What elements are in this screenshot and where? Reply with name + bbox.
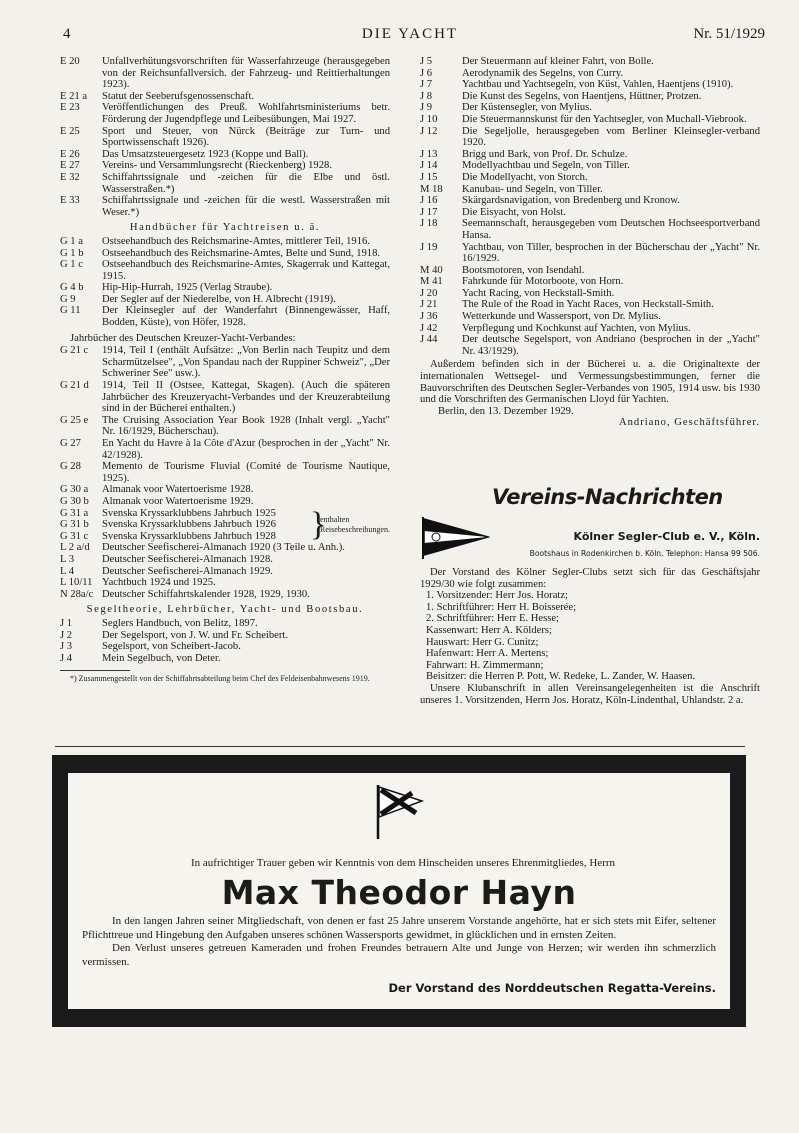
entry-code: L 2 a/d: [60, 542, 90, 554]
library-entry: [60, 566, 390, 578]
entry-text: Deutscher Seefischerei-Almanach 1920 (3 Teile u. Anh.).: [102, 542, 345, 554]
entry-code: G 27: [60, 438, 81, 449]
entry-code: G 30 b: [60, 495, 89, 507]
club-intro: Der Vorstand des Kölner Segler-Clubs setzt sich für das Geschäftsjahr 1929/30 wie folgt zusammen:: [420, 567, 760, 590]
entry-text: Der Segelsport, von J. W. und Fr. Scheibert.: [102, 629, 288, 641]
entry-text: Bootsmotoren, von Isendahl.: [462, 264, 585, 276]
library-entry: [60, 589, 390, 601]
board-member: Beisitzer: die Herren P. Pott, W. Redeke, L. Zander, W. Haasen.: [426, 671, 696, 683]
entry-code: G 30 a: [60, 484, 89, 496]
entry-code: M 18: [420, 183, 443, 195]
entry-text: Yachtbuch 1924 und 1925.: [102, 577, 216, 589]
entry-text: Ostseehandbuch des Reichsmarine-Amtes, Skagerrak und Kattegat, 1915.: [102, 259, 390, 282]
entry-text: Kanubau- und Segeln, von Tiller.: [462, 183, 603, 195]
entry-text: Unfallverhütungsvorschriften für Wasserfahrzeuge (herausgegeben von der Reichsunfallversich. der Fahrzeug- und Reittierhaltungen 1923).: [102, 56, 390, 91]
library-entry: [60, 554, 390, 566]
library-list-e: [60, 56, 390, 218]
library-list-j: [60, 618, 390, 664]
entry-code: J 4: [60, 652, 73, 664]
entry-text: Die Modellyacht, von Storch.: [462, 171, 588, 183]
entry-text: Statut der Seeberufsgenossenschaft.: [102, 90, 255, 102]
entry-code: J 9: [420, 102, 433, 114]
library-list-g-jahrbuecher: [60, 345, 390, 507]
library-entry: [60, 126, 390, 149]
library-entry: [420, 91, 760, 103]
library-entry: [60, 641, 390, 653]
entry-code: G 28: [60, 461, 81, 473]
library-entry: [60, 577, 390, 589]
club-pennant-icon: [420, 515, 490, 561]
entry-code: J 12: [420, 125, 438, 137]
entry-text: Schiffahrtssignale und -zeichen für die Elbe und östl. Wasserstraßen.*): [102, 171, 390, 195]
library-entry: [420, 172, 760, 184]
entry-code: E 27: [60, 160, 80, 172]
section-heading-handbuecher: Handbücher für Yachtreisen u. ä.: [129, 222, 321, 234]
entry-text: Schiffahrtssignale und -zeichen für die westl. Wasserstraßen mit Weser.*): [102, 195, 390, 218]
entry-text: Modellyachtbau und Segeln, von Tiller.: [462, 160, 630, 172]
closing-paragraph: Außerdem befinden sich in der Bücherei u. a. die Originaltexte der internationalen Wettsegel- und Vermessungsbestimmungen, ferner die Bauvorschriften des Deutschen Segler-Verbandes von 1905, 1914 usw. bis 1930 und die Vorschriften des Germanischen Lloyd für Yachten.: [420, 359, 760, 406]
library-entry: [60, 508, 308, 520]
entry-text: Ostseehandbuch des Reichsmarine-Amtes, mittlerer Teil, 1916.: [102, 235, 370, 247]
library-entry: [60, 531, 308, 543]
svenska-group: [60, 505, 390, 543]
entry-text: En Yacht du Havre à la Côte d'Azur (besprochen in der „Yacht" Nr. 42/1928).: [102, 438, 390, 461]
section-divider: [55, 746, 745, 747]
entry-text: Der Segler auf der Niederelbe, von H. Albrecht (1919).: [102, 293, 336, 305]
board-list: [420, 590, 760, 683]
library-entry: [420, 265, 760, 277]
page-header: [55, 26, 765, 46]
entry-code: J 20: [420, 287, 438, 299]
board-member: Hafenwart: Herr A. Mertens;: [426, 648, 549, 660]
library-entry: [60, 172, 390, 195]
footnote: *) Zusammengestellt von der Schiffahrtsabteilung beim Chef des Feldeisenbahnwesens 1919.: [70, 674, 370, 684]
library-entry: [420, 149, 760, 161]
vereins-nachrichten-heading: Vereins-Nachrichten: [492, 485, 723, 509]
entry-text: Der Steuermann auf kleiner Fahrt, von Bolle.: [462, 56, 654, 67]
entry-text: Deutscher Schiffahrtskalender 1928, 1929, 1930.: [102, 588, 310, 600]
entry-code: G 4 b: [60, 282, 84, 294]
entry-text: Ostseehandbuch des Reichsmarine-Amtes, Belte und Sund, 1918.: [102, 247, 381, 259]
library-entry: [420, 207, 760, 219]
club-name: Kölner Segler-Club e. V., Köln.: [573, 530, 760, 543]
entry-text: Memento de Tourisme Fluvial (Comité de Tourisme Nautique, 1925).: [102, 461, 390, 484]
section-heading-segeltheorie: Segeltheorie, Lehrbücher, Yacht- und Bootsbau.: [86, 604, 364, 616]
entry-code: J 5: [420, 56, 433, 67]
library-entry: [420, 56, 760, 68]
entry-code: G 25 e: [60, 414, 89, 426]
entry-code: L 4: [60, 565, 75, 577]
entry-code: G 31 a: [60, 507, 89, 519]
obituary-signature: Der Vorstand des Norddeutschen Regatta-Vereins.: [388, 981, 716, 995]
library-entry: [420, 102, 760, 114]
library-entry: [60, 438, 390, 461]
magazine-title: DIE YACHT: [361, 26, 459, 42]
obituary-paragraph-1: In den langen Jahren seiner Mitgliedschaft, von denen er fast 25 Jahre unserem Vorstande angehörte, hat er sich stets mit Eifer, seltener Pflichttreue und Hingebung den Aufgaben unseres schönen Wassersports gewidmet, in glücklichen und in ernsten Zeiten.: [82, 915, 716, 941]
club-text: [420, 567, 760, 706]
footnote-divider: [60, 670, 130, 671]
entry-code: J 17: [420, 206, 438, 218]
entry-text: Yacht Racing, von Heckstall-Smith.: [462, 287, 615, 299]
library-entry: [60, 195, 390, 218]
library-entry: [420, 184, 760, 196]
entry-text: The Rule of the Road in Yacht Races, von Heckstall-Smith.: [462, 299, 714, 311]
entry-code: E 33: [60, 195, 80, 207]
library-entry: [60, 519, 308, 531]
library-entry: [60, 236, 390, 248]
obituary-body: [82, 915, 716, 969]
library-entry: [60, 294, 390, 306]
entry-code: J 36: [420, 311, 438, 323]
entry-text: Die Steuermannskunst für den Yachtsegler, von Muchall-Viebrook.: [462, 113, 747, 125]
entry-code: J 44: [420, 334, 438, 346]
library-list-l: [60, 542, 390, 600]
entry-text: Mein Segelbuch, von Deter.: [102, 652, 221, 664]
entry-text: Fahrkunde für Motorboote, von Horn.: [462, 276, 624, 288]
entry-code: E 32: [60, 171, 80, 183]
obituary-panel: [68, 773, 730, 1009]
club-address: Bootshaus in Rodenkirchen b. Köln. Telephon: Hansa 99 506.: [529, 549, 760, 558]
entry-code: M 41: [420, 276, 443, 288]
library-entry: [60, 282, 390, 294]
entry-text: Sport und Steuer, von Nürck (Beiträge zur Turn- und Sportwissenschaft 1926).: [102, 125, 390, 149]
entry-code: J 18: [420, 218, 438, 230]
club-outro: Unsere Klubanschrift in allen Vereinsangelegenheiten ist die Anschrift unseres 1. Vorsitzenden, Herrn Jos. Horatz, Köln-Lindenthal, Uhlandstr. 2 a.: [420, 682, 760, 706]
entry-code: G 1 b: [60, 247, 84, 259]
library-entry: [420, 242, 760, 265]
entry-code: G 1 c: [60, 259, 83, 271]
entry-text: Die Segeljolle, herausgegeben vom Berliner Kleinsegler-verband 1920.: [462, 125, 760, 149]
entry-code: J 1: [60, 617, 73, 629]
entry-text: Almanak voor Watertoerisme 1928.: [102, 484, 254, 496]
entry-code: M 40: [420, 264, 443, 276]
library-entry: [60, 380, 390, 415]
entry-code: G 1 a: [60, 235, 83, 247]
library-entry: [420, 288, 760, 300]
entry-text: 1914, Teil I (enthält Aufsätze: „Von Berlin nach Teupitz und dem Scharmützelsee", „Von Spandau nach der Ruppiner Schweiz", „Der Schweriner See" usw.).: [102, 345, 390, 380]
entry-code: J 14: [420, 160, 438, 172]
issue-number: Nr. 51/1929: [693, 26, 765, 42]
library-entry: [60, 149, 390, 161]
entry-text: Seglers Handbuch, von Belitz, 1897.: [102, 617, 258, 629]
obituary-intro: In aufrichtiger Trauer geben wir Kenntnis von dem Hinscheiden unseres Ehrenmitgliedes, Herrn: [191, 857, 615, 869]
entry-code: J 8: [420, 90, 433, 102]
deceased-name: Max Theodor Hayn: [221, 873, 577, 912]
library-entry: [60, 305, 390, 328]
entry-code: N 28a/c: [60, 588, 94, 600]
entry-text: Svenska Kryssarklubbens Jahrbuch 1926: [102, 519, 276, 531]
entry-text: Svenska Kryssarklubbens Jahrbuch 1928: [102, 530, 276, 542]
library-entry: [420, 218, 760, 241]
library-entry: [420, 334, 760, 357]
entry-text: Almanak voor Watertoerisme 1929.: [102, 495, 254, 507]
entry-code: J 10: [420, 113, 438, 125]
entry-text: Wetterkunde und Wassersport, von Dr. Mylius.: [462, 311, 661, 323]
library-entry: [60, 653, 390, 665]
entry-text: Der Kleinsegler auf der Wanderfahrt (Binnengewässer, Haff, Bodden, Küste), von Höfer, 1928.: [102, 305, 390, 329]
entry-text: Der Küstensegler, von Mylius.: [462, 102, 592, 114]
entry-code: J 16: [420, 195, 438, 207]
library-entry: [60, 542, 390, 554]
right-column: [420, 56, 760, 429]
library-entry: [60, 496, 390, 508]
entry-code: J 15: [420, 171, 438, 183]
library-entry: [60, 630, 390, 642]
entry-text: Die Eisyacht, von Holst.: [462, 206, 566, 218]
entry-code: E 26: [60, 148, 80, 160]
entry-code: E 25: [60, 125, 80, 137]
board-member: Kassenwart: Herr A. Kölders;: [426, 624, 552, 636]
signature: Andriano, Geschäftsführer.: [618, 417, 760, 429]
entry-text: Der deutsche Segelsport, von Andriano (besprochen in der „Yacht" Nr. 43/1929).: [462, 334, 760, 357]
entry-text: Veröffentlichungen des Preuß. Wohlfahrtsministeriums betr. Förderung der Jugendpflege und Leibesübungen, Mai 1927.: [102, 102, 390, 125]
entry-code: G 9: [60, 293, 76, 305]
entry-text: Deutscher Seefischerei-Almanach 1928.: [102, 553, 273, 565]
library-entry: [420, 299, 760, 311]
library-entry: [60, 102, 390, 125]
library-entry: [420, 323, 760, 335]
page-number: 4: [63, 26, 71, 42]
library-entry: [60, 484, 390, 496]
entry-text: The Cruising Association Year Book 1928 (Inhalt vergl. „Yacht" Nr. 16/1929, Bücherschau).: [102, 414, 390, 438]
library-entry: [60, 345, 390, 380]
board-member: 1. Vorsitzender: Herr Jos. Horatz;: [426, 590, 569, 602]
entry-code: J 13: [420, 148, 438, 160]
library-list-g: [60, 236, 390, 329]
library-entry: [60, 461, 390, 484]
entry-code: J 3: [60, 641, 73, 653]
obituary-notice: [52, 755, 746, 1027]
library-entry: [420, 79, 760, 91]
library-entry: [420, 114, 760, 126]
entry-code: J 6: [420, 67, 433, 79]
entry-code: J 21: [420, 299, 438, 311]
library-entry: [420, 68, 760, 80]
library-entry: [60, 618, 390, 630]
entry-text: Hip-Hip-Hurrah, 1925 (Verlag Straube).: [102, 282, 273, 294]
library-entry: [60, 248, 390, 260]
entry-code: L 10/11: [60, 577, 93, 589]
entry-code: E 21 a: [60, 90, 88, 102]
entry-code: G 11: [60, 305, 81, 317]
board-member: Fahrwart: H. Zimmermann;: [426, 659, 544, 671]
entry-code: J 42: [420, 322, 438, 334]
entry-text: Das Umsatzsteuergesetz 1923 (Koppe und Ball).: [102, 148, 309, 160]
jahrbuecher-intro: Jahrbücher des Deutschen Kreuzer-Yacht-Verbandes:: [70, 332, 296, 344]
library-entry: [60, 160, 390, 172]
library-list-right: [420, 56, 760, 357]
entry-code: G 21 c: [60, 345, 89, 357]
library-entry: [420, 311, 760, 323]
entry-text: Yachtbau, von Tiller, besprochen in der Bücherschau der „Yacht" Nr. 16/1929.: [462, 241, 760, 265]
entry-text: Seemannschaft, herausgegeben vom Deutschen Hochseesportverband Hansa.: [462, 218, 760, 241]
library-entry: [420, 160, 760, 172]
entry-text: Skärgardsnavigation, von Bredenberg und Kronow.: [462, 195, 680, 207]
library-entry: [60, 415, 390, 438]
entry-code: J 2: [60, 629, 73, 641]
regatta-pennant-icon: [374, 783, 424, 841]
date-line: Berlin, den 13. Dezember 1929.: [438, 405, 574, 417]
entry-text: Svenska Kryssarklubbens Jahrbuch 1925: [102, 507, 276, 519]
entry-code: E 23: [60, 102, 80, 114]
entry-code: L 3: [60, 553, 75, 565]
entry-code: G 21 d: [60, 380, 89, 392]
left-column: [60, 56, 390, 684]
entry-text: Deutscher Seefischerei-Almanach 1929.: [102, 565, 273, 577]
board-member: 1. Schriftführer: Herr H. Boisserée;: [426, 601, 577, 613]
entry-text: Segelsport, von Scheibert-Jacob.: [102, 641, 241, 653]
svenska-note: enthalten Reisebeschreibungen.: [320, 515, 390, 534]
library-entry: [420, 195, 760, 207]
entry-text: 1914, Teil II (Ostsee, Kattegat, Skagen). (Auch die späteren Jahrbücher des Kreuzeryacht-Verbandes und der Kreuzerabteilung sind in der Bücherei enthalten.): [102, 380, 390, 415]
entry-text: Verpflegung und Kochkunst auf Yachten, von Mylius.: [462, 322, 691, 334]
entry-code: J 7: [420, 79, 433, 91]
obituary-paragraph-2: Den Verlust unseres getreuen Kameraden und frohen Freundes betrauern Alte und Junge von Herzen; wir werden ihn schmerzlich vermissen.: [82, 942, 716, 968]
entry-text: Die Kunst des Segelns, von Haentjens, Hüttner, Protzen.: [462, 90, 702, 102]
library-entry: [420, 126, 760, 149]
entry-text: Vereins- und Versammlungsrecht (Rieckenberg) 1928.: [102, 160, 332, 172]
board-member: 2. Schriftführer: Herr E. Hesse;: [426, 613, 559, 625]
entry-text: Yachtbau und Yachtsegeln, von Küst, Vahlen, Haentjens (1910).: [462, 79, 734, 91]
entry-code: E 20: [60, 56, 80, 67]
entry-text: Aerodynamik des Segelns, von Curry.: [462, 67, 624, 79]
brace-symbol: }: [310, 505, 327, 543]
svenska-list: [60, 508, 308, 543]
library-entry: [420, 276, 760, 288]
board-member: Hauswart: Herr G. Cunitz;: [426, 636, 539, 648]
library-entry: [60, 56, 390, 91]
entry-text: Brigg und Bark, von Prof. Dr. Schulze.: [462, 148, 628, 160]
entry-code: J 19: [420, 241, 438, 253]
library-entry: [60, 91, 390, 103]
entry-code: G 31 b: [60, 519, 89, 531]
library-entry: [60, 259, 390, 282]
entry-code: G 31 c: [60, 530, 89, 542]
